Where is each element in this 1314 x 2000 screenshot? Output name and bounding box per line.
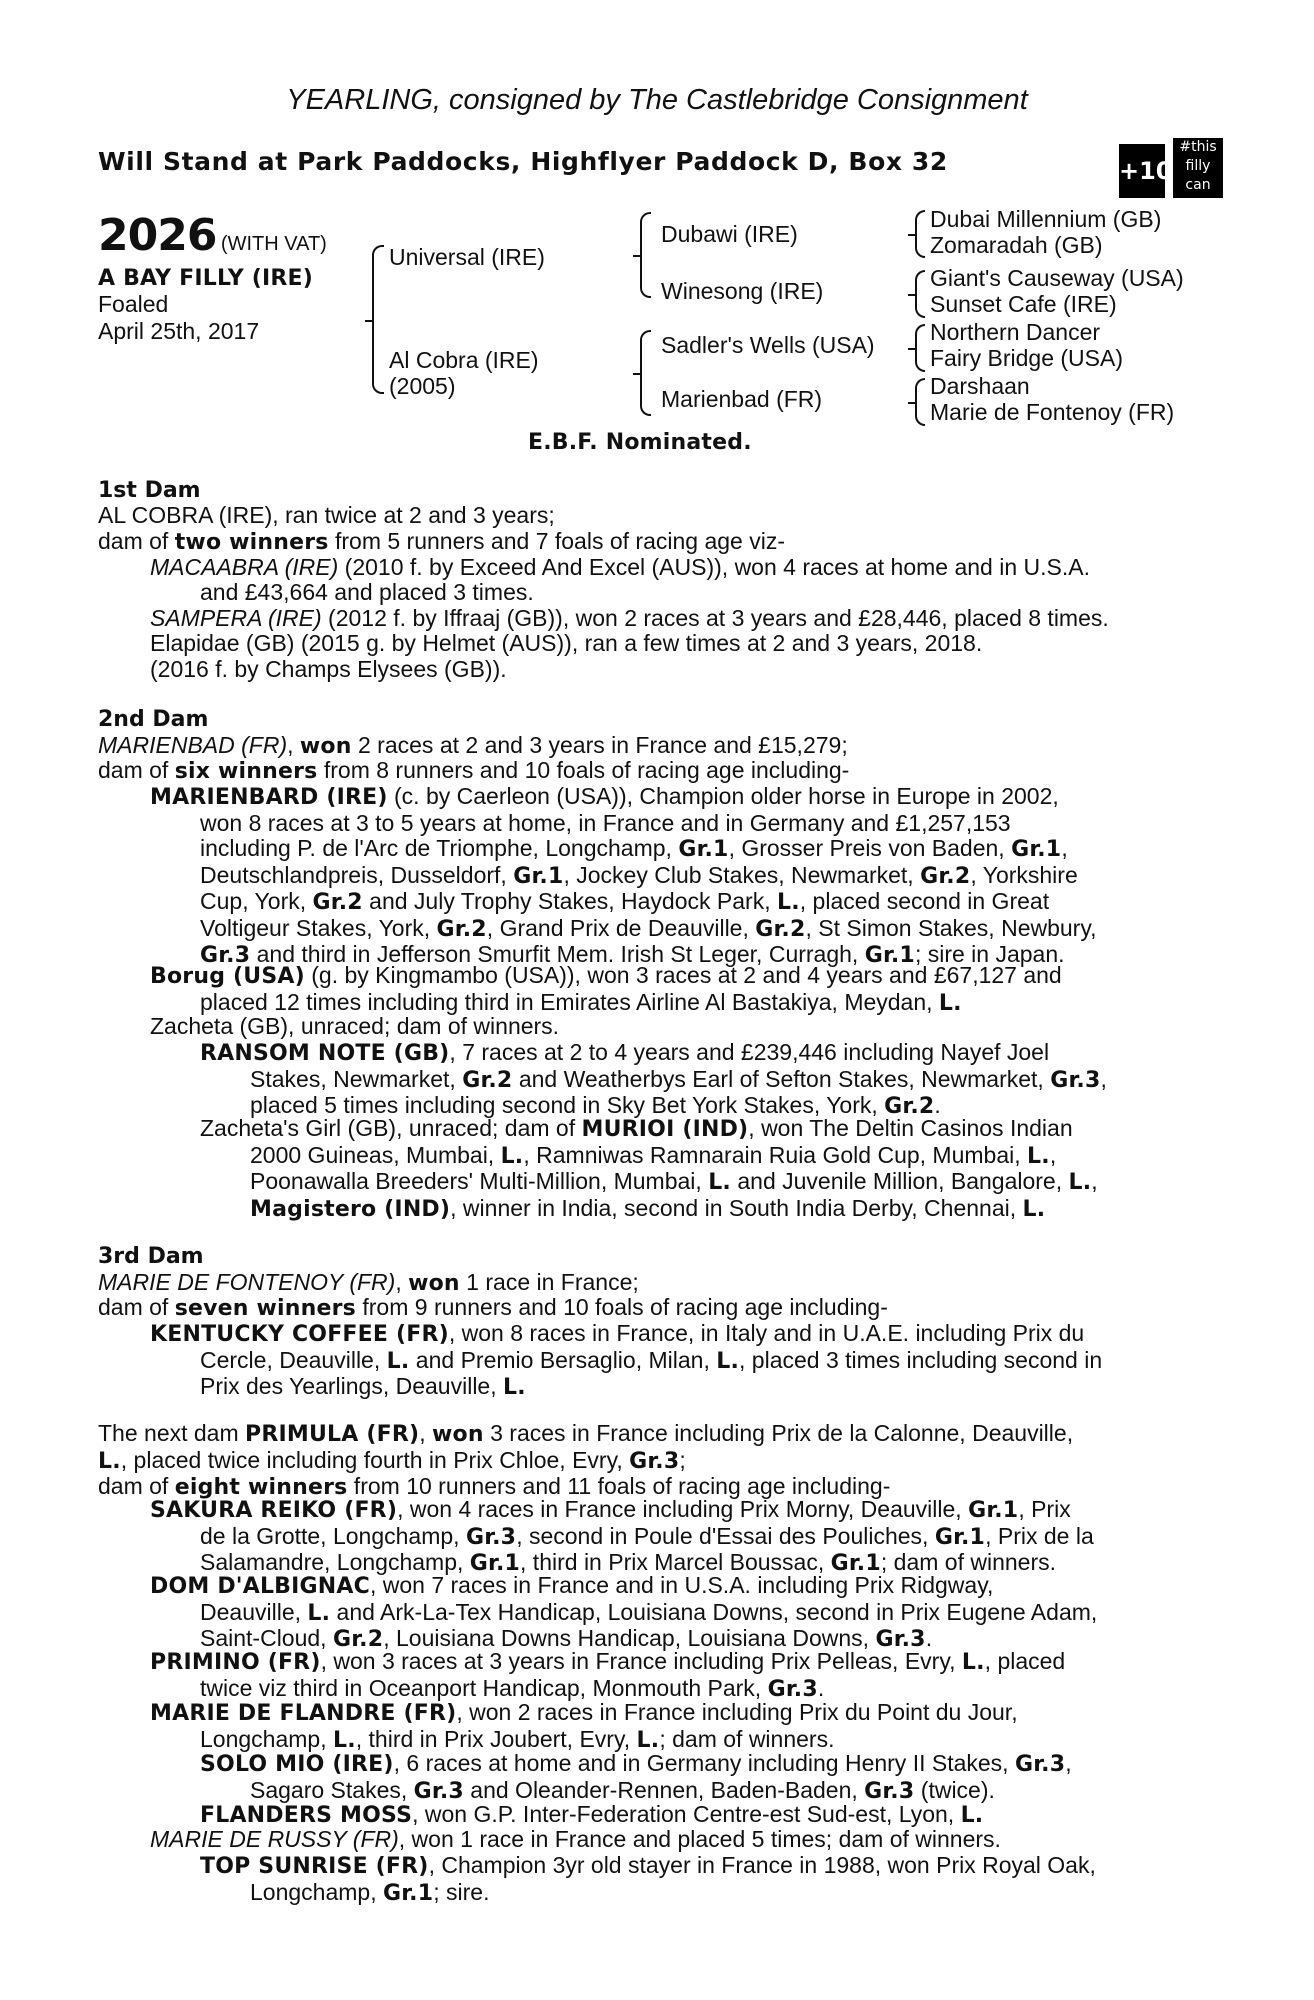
foaled-label: Foaled [98, 291, 169, 317]
grandparent-5: Northern Dancer [930, 319, 1101, 345]
dam-name: Al Cobra (IRE) [389, 347, 539, 373]
g-bracket-3 [915, 324, 925, 372]
grandparent-3: Giant's Causeway (USA) [930, 265, 1184, 291]
kentucky-coffee-entry: KENTUCKY COFFEE (FR), won 8 races in France, in Italy and in U.A.E. including Prix du Cercle, Deauville, L. and Premio Bersaglio, Milan, L., placed 3 times including second in Prix des Yearlings, Deauville, L. [150, 1320, 1103, 1400]
grandparent-7: Darshaan [930, 373, 1030, 399]
sakura-reiko-entry: SAKURA REIKO (FR), won 4 races in France including Prix Morny, Deauville, Gr.1, Prix de la Grotte, Longchamp, Gr.3, second in Poule d'Essai des Pouliches, Gr.1, Prix de la Salamandre, Longchamp, Gr.1, third in Prix Marcel Boussac, Gr.1; dam of winners. [150, 1496, 1094, 1576]
this-filly-can-logo: #this filly can [1173, 138, 1223, 198]
marie-de-russy-entry: MARIE DE RUSSY (FR), won 1 race in France and placed 5 times; dam of winners. [150, 1826, 1001, 1852]
sire-dam: Winesong (IRE) [661, 278, 824, 304]
dam-year: (2005) [389, 373, 456, 399]
pedigree-bracket [372, 245, 384, 394]
marie-de-flandre-entry: MARIE DE FLANDRE (FR), won 2 races in France including Prix du Point du Jour, Longchamp, L., third in Prix Joubert, Evry, L.; dam of winners. [150, 1699, 1018, 1753]
borug-entry: Borug (USA) (g. by Kingmambo (USA)), won 3 races at 2 and 4 years and £67,127 and placed 12 times including third in Emirates Airline Al Bastakiya, Meydan, L. [150, 962, 1062, 1016]
foaled-date: April 25th, 2017 [98, 318, 260, 344]
progeny-macaabra: MACAABRA (IRE) (2010 f. by Exceed And Excel (AUS)), won 4 races at home and in U.S.A. [150, 554, 1090, 580]
dom-dalbignac-entry: DOM D'ALBIGNAC, won 7 races in France and in U.S.A. including Prix Ridgway, Deauville, L. and Ark-La-Tex Handicap, Louisiana Downs, second in Prix Eugene Adam, Saint-Cloud, Gr.2, Louisiana Downs Handicap, Louisiana Downs, Gr.3. [150, 1572, 1098, 1652]
next-dam-entry: The next dam PRIMULA (FR), won 3 races in France including Prix de la Calonne, Deauville, L., placed twice including fourth in Prix Chloe, Evry, Gr.3; dam of eight winners from 10 runners and 11 foals of racing age including- [98, 1420, 1074, 1500]
ransom-note-entry: RANSOM NOTE (GB), 7 races at 2 to 4 years and £239,446 including Nayef Joel Stakes, Newmarket, Gr.2 and Weatherbys Earl of Sefton Stakes, Newmarket, Gr.3, placed 5 times including second in Sky Bet York Stakes, York, Gr.2. [200, 1039, 1107, 1119]
first-dam-produce: dam of two winners from 5 runners and 7 foals of racing age viz- [98, 528, 785, 555]
grandparent-1: Dubai Millennium (GB) [930, 206, 1162, 232]
third-dam-produce: dam of seven winners from 9 runners and 10 foals of racing age including- [98, 1294, 888, 1321]
plus10-logo: +10 [1119, 144, 1165, 198]
progeny-macaabra-cont: and £43,664 and placed 3 times. [200, 579, 534, 605]
g-bracket-4 [915, 378, 925, 426]
second-dam-heading: 2nd Dam [98, 707, 209, 732]
solo-mio-entry: SOLO MIO (IRE), 6 races at home and in Germany including Henry II Stakes, Gr.3, Sagaro Stakes, Gr.3 and Oleander-Rennen, Baden-Baden, Gr.3 (twice). [200, 1750, 1072, 1804]
third-dam-line: MARIE DE FONTENOY (FR), won 1 race in France; [98, 1269, 639, 1296]
grandparent-4: Sunset Cafe (IRE) [930, 291, 1117, 317]
zacheta-entry: Zacheta (GB), unraced; dam of winners. [150, 1013, 560, 1039]
catalogue-header: YEARLING, consigned by The Castlebridge Consignment [286, 84, 1028, 116]
lot-year: 2026 (WITH VAT) [98, 210, 327, 261]
second-dam-line: MARIENBAD (FR), won 2 races at 2 and 3 years in France and £15,279; [98, 732, 848, 759]
first-dam-line: AL COBRA (IRE), ran twice at 2 and 3 years; [98, 502, 555, 528]
grandparent-8: Marie de Fontenoy (FR) [930, 399, 1175, 425]
grandparent-2: Zomaradah (GB) [930, 232, 1103, 258]
dam-dam: Marienbad (FR) [661, 386, 823, 412]
progeny-sampera: SAMPERA (IRE) (2012 f. by Iffraaj (GB)), won 2 races at 3 years and £28,446, placed 8 times. [150, 605, 1109, 631]
progeny-2016-filly: (2016 f. by Champs Elysees (GB)). [150, 656, 507, 682]
primino-entry: PRIMINO (FR), won 3 races at 3 years in France including Prix Pelleas, Evry, L., placed twice viz third in Oceanport Handicap, Monmouth Park, Gr.3. [150, 1648, 1066, 1702]
sire-sire: Dubawi (IRE) [661, 221, 798, 247]
grandparent-6: Fairy Bridge (USA) [930, 345, 1123, 371]
second-dam-produce: dam of six winners from 8 runners and 10 foals of racing age including- [98, 757, 850, 784]
ebf-nominated: E.B.F. Nominated. [528, 430, 752, 455]
g-bracket-1 [915, 210, 925, 258]
first-dam-heading: 1st Dam [98, 478, 201, 503]
third-dam-heading: 3rd Dam [98, 1244, 204, 1269]
sire-name: Universal (IRE) [389, 244, 545, 270]
top-sunrise-entry: TOP SUNRISE (FR), Champion 3yr old stayer in France in 1988, won Prix Royal Oak, Longchamp, Gr.1; sire. [200, 1852, 1096, 1906]
dam-bracket [640, 330, 651, 416]
g-bracket-2 [915, 270, 925, 318]
lot-name: A BAY FILLY (IRE) [98, 266, 314, 291]
sire-bracket [640, 212, 651, 298]
zachetas-girl-entry: Zacheta's Girl (GB), unraced; dam of MURIOI (IND), won The Deltin Casinos Indian 2000 Guineas, Mumbai, L., Ramniwas Ramnarain Ruia Gold Cup, Mumbai, L., Poonawalla Breeders' Multi-Million, Mumbai, L. and Juvenile Million, Bangalore, L., Magistero (IND), winner in India, second in South India Derby, Chennai, L. [200, 1115, 1098, 1222]
stand-location: Will Stand at Park Paddocks, Highflyer Paddock D, Box 32 [98, 147, 948, 176]
progeny-elapidae: Elapidae (GB) (2015 g. by Helmet (AUS)), ran a few times at 2 and 3 years, 2018. [150, 630, 983, 656]
dam-sire: Sadler's Wells (USA) [661, 332, 875, 358]
marienbard-entry: MARIENBARD (IRE) (c. by Caerleon (USA)), Champion older horse in Europe in 2002, won 8 races at 3 to 5 years at home, in France and in Germany and £1,257,153 including P. de l'Arc de Triomphe, Longchamp, Gr.1, Grosser Preis von Baden, Gr.1, Deutschlandpreis, Dusseldorf, Gr.1, Jockey Club Stakes, Newmarket, Gr.2, Yorkshire Cup, York, Gr.2 and July Trophy Stakes, Haydock Park, L., placed second in Great Voltigeur Stakes, York, Gr.2, Grand Prix de Deauville, Gr.2, St Simon Stakes, Newbury, Gr.3 and third in Jefferson Smurfit Mem. Irish St Leger, Curragh, Gr.1; sire in Japan. [150, 783, 1097, 968]
flanders-moss-entry: FLANDERS MOSS, won G.P. Inter-Federation Centre-est Sud-est, Lyon, L. [200, 1801, 984, 1828]
